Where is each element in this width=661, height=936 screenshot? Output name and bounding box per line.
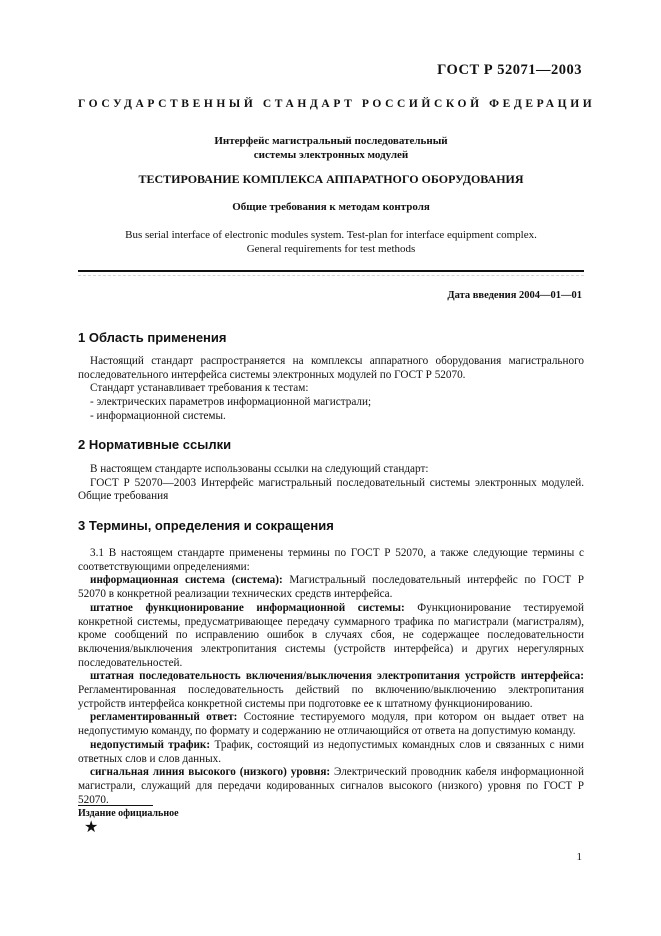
term-name: информационная система (система):: [90, 574, 283, 587]
document-title-ru: [78, 134, 584, 162]
references-paragraph: В настоящем стандарте использованы ссылки на следующий стандарт:: [90, 463, 429, 475]
document-main-title: ТЕСТИРОВАНИЕ КОМПЛЕКСА АППАРАТНОГО ОБОРУДОВАНИЯ: [138, 172, 524, 186]
term-text: Трафик, состоящий из недопустимых командных слов и связанных с ними ответных слов и слов данных.: [78, 738, 584, 765]
term-name: регламентированный ответ:: [90, 711, 238, 724]
title-en-line2: General requirements for test methods: [246, 243, 416, 255]
scope-list-item: - информационной системы.: [90, 409, 226, 422]
term-name: штатная последовательность включения/выключения электропитания устройств интерфейса:: [90, 670, 584, 683]
term-name: сигнальная линия высокого (низкого) уровня:: [90, 766, 331, 779]
term-definition: [78, 602, 584, 671]
title-divider: [78, 270, 584, 272]
document-subtitle: Общие требования к методам контроля: [232, 201, 430, 213]
section-heading-scope: 1 Область применения: [78, 330, 227, 345]
term-name: штатное функционирование информационной системы:: [90, 601, 405, 614]
title-divider-faint: [78, 275, 584, 276]
section-heading-references: 2 Нормативные ссылки: [78, 437, 232, 452]
term-text: Функционирование тестируемой конкретной системы, предусматривающее передачу суммарного трафика по магистрали (магистралям), кроме сообщений по исправлению ошибок в случаях сбоя, не содержащее последовательности включения/выключения электропитания системы (устройств интерфейса) и других нерегулярных последовательностей.: [78, 601, 584, 669]
term-text: Состояние тестируемого модуля, при котором он выдает ответ на недопустимую команду, по формату и содержанию не отличающийся от ответа на допустимую команду.: [78, 711, 584, 738]
section-scope-body: [78, 355, 584, 424]
terms-intro-paragraph: 3.1 В настоящем стандарте применены термины по ГОСТ Р 52070, а также следующие термины с соответствующими определениями:: [78, 547, 584, 573]
state-standard-heading: ГОСУДАРСТВЕННЫЙ СТАНДАРТ РОССИЙСКОЙ ФЕДЕРАЦИИ: [78, 98, 596, 110]
term-name: недопустимый трафик:: [90, 738, 211, 751]
introduction-date: Дата введения 2004—01—01: [447, 290, 582, 301]
section-heading-terms: 3 Термины, определения и сокращения: [78, 518, 334, 533]
title-en-line1: Bus serial interface of electronic modules system. Test-plan for interface equipment complex.: [125, 229, 537, 241]
scope-list-item: - электрических параметров информационной магистрали;: [90, 396, 372, 409]
section-terms-body: [78, 547, 584, 807]
references-paragraph: ГОСТ Р 52070—2003 Интерфейс магистральный последовательный системы электронных модулей. Общие требования: [78, 476, 584, 503]
term-definition: [78, 574, 584, 601]
term-text: Магистральный последовательный интерфейс по ГОСТ Р 52070 в конкретной реализации технических средств интерфейса.: [78, 574, 584, 601]
official-edition-label: Издание официальное: [78, 808, 179, 819]
term-definition: [78, 670, 584, 711]
title-ru-line1: Интерфейс магистральный последовательный: [214, 135, 448, 147]
term-text: Электрический проводник кабеля информационной магистрали, служащий для передачи кодированных сигналов высокого (низкого) уровня по ГОСТ Р 52070.: [78, 766, 584, 806]
scope-paragraph: Настоящий стандарт распространяется на комплексы аппаратного оборудования магистрального последовательного интерфейса системы электронных модулей по ГОСТ Р 52070.: [78, 355, 584, 381]
footer-divider: [78, 805, 153, 806]
star-icon: ★: [84, 819, 99, 836]
scope-paragraph: Стандарт устанавливает требования к тестам:: [90, 382, 309, 395]
term-definition: [78, 739, 584, 766]
title-ru-line2: системы электронных модулей: [253, 149, 409, 161]
document-title-en: [78, 228, 584, 256]
term-definition: [78, 766, 584, 807]
gost-number: ГОСТ Р 52071—2003: [437, 62, 582, 78]
page-number: 1: [576, 851, 582, 863]
section-references-body: [78, 463, 584, 504]
term-text: Регламентированная последовательность действий по включению/выключению электропитания устройств интерфейса конкретной системы при подготовке ее к штатному функционированию.: [78, 684, 584, 710]
term-definition: [78, 711, 584, 738]
